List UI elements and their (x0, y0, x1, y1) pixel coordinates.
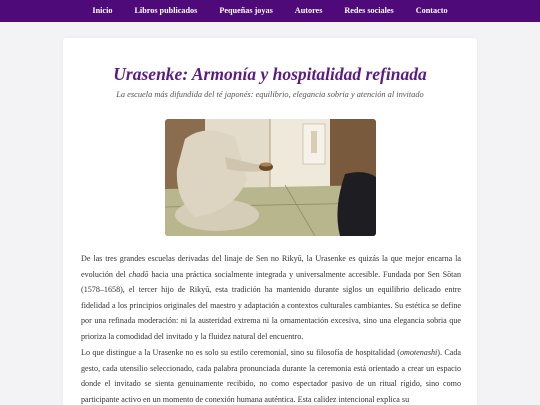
article-subtitle: La escuela más difundida del té japonés: equilibrio, elegancia sobria y atención al invitado (116, 90, 424, 99)
article-paragraph-2 (81, 345, 461, 405)
paragraph-1-term-chado: chadō (128, 269, 149, 279)
nav-libros-publicados[interactable]: Libros publicados (134, 6, 198, 15)
nav-contacto[interactable]: Contacto (415, 6, 448, 15)
tea-ceremony-photo (165, 119, 376, 236)
paragraph-1-text-b: hacia una práctica socialmente integrada y universalmente accesible. Fundada por Sen Sōtan (1578–1658), el tercer hijo de Rikyū, esta tradición ha mantenido durante siglos un equilibrio delicado entre fidelidad a los principios originales del maestro y adaptación a contextos culturales cambiantes. Su estética se define por una refinada moderación: ni la austeridad extrema ni la ornamentación excesiva, sino una elegancia sobria que prioriza la comodidad del invitado y la fluidez natural del encuentro. (81, 269, 462, 341)
paragraph-2-text-a: Lo que distingue a la Urasenke no es solo su estilo ceremonial, sino su filosofía de hospitalidad ( (81, 348, 400, 357)
nav-autores[interactable]: Autores (294, 6, 323, 15)
article-title: Urasenke: Armonía y hospitalidad refinada (113, 64, 427, 84)
paragraph-2-text-b: ). Cada gesto, cada utensilio seleccionado, cada palabra pronunciada durante la ceremonia está orientado a crear un espacio donde el invitado se sienta genuinamente recibido, no como espectador pasivo de un ritual rígido, sino como participante activo en un momento de conexión humana auténtica. Esta calidez intencional explica su (81, 348, 462, 404)
nav-redes-sociales[interactable]: Redes sociales (344, 6, 394, 15)
nav-pequenas-joyas[interactable]: Pequeñas joyas (219, 6, 273, 15)
article-paragraph-1 (81, 251, 461, 345)
paragraph-1-text-a: De las tres grandes escuelas derivadas del linaje de Sen no Rikyū, la Urasenke es quizás la que mejor encarna la evolución del (81, 254, 461, 279)
top-navigation (0, 0, 540, 22)
paragraph-2-term-omotenashi: omotenashi (399, 348, 438, 357)
nav-inicio[interactable]: Inicio (92, 6, 113, 15)
tea-ceremony-illustration (165, 119, 376, 236)
